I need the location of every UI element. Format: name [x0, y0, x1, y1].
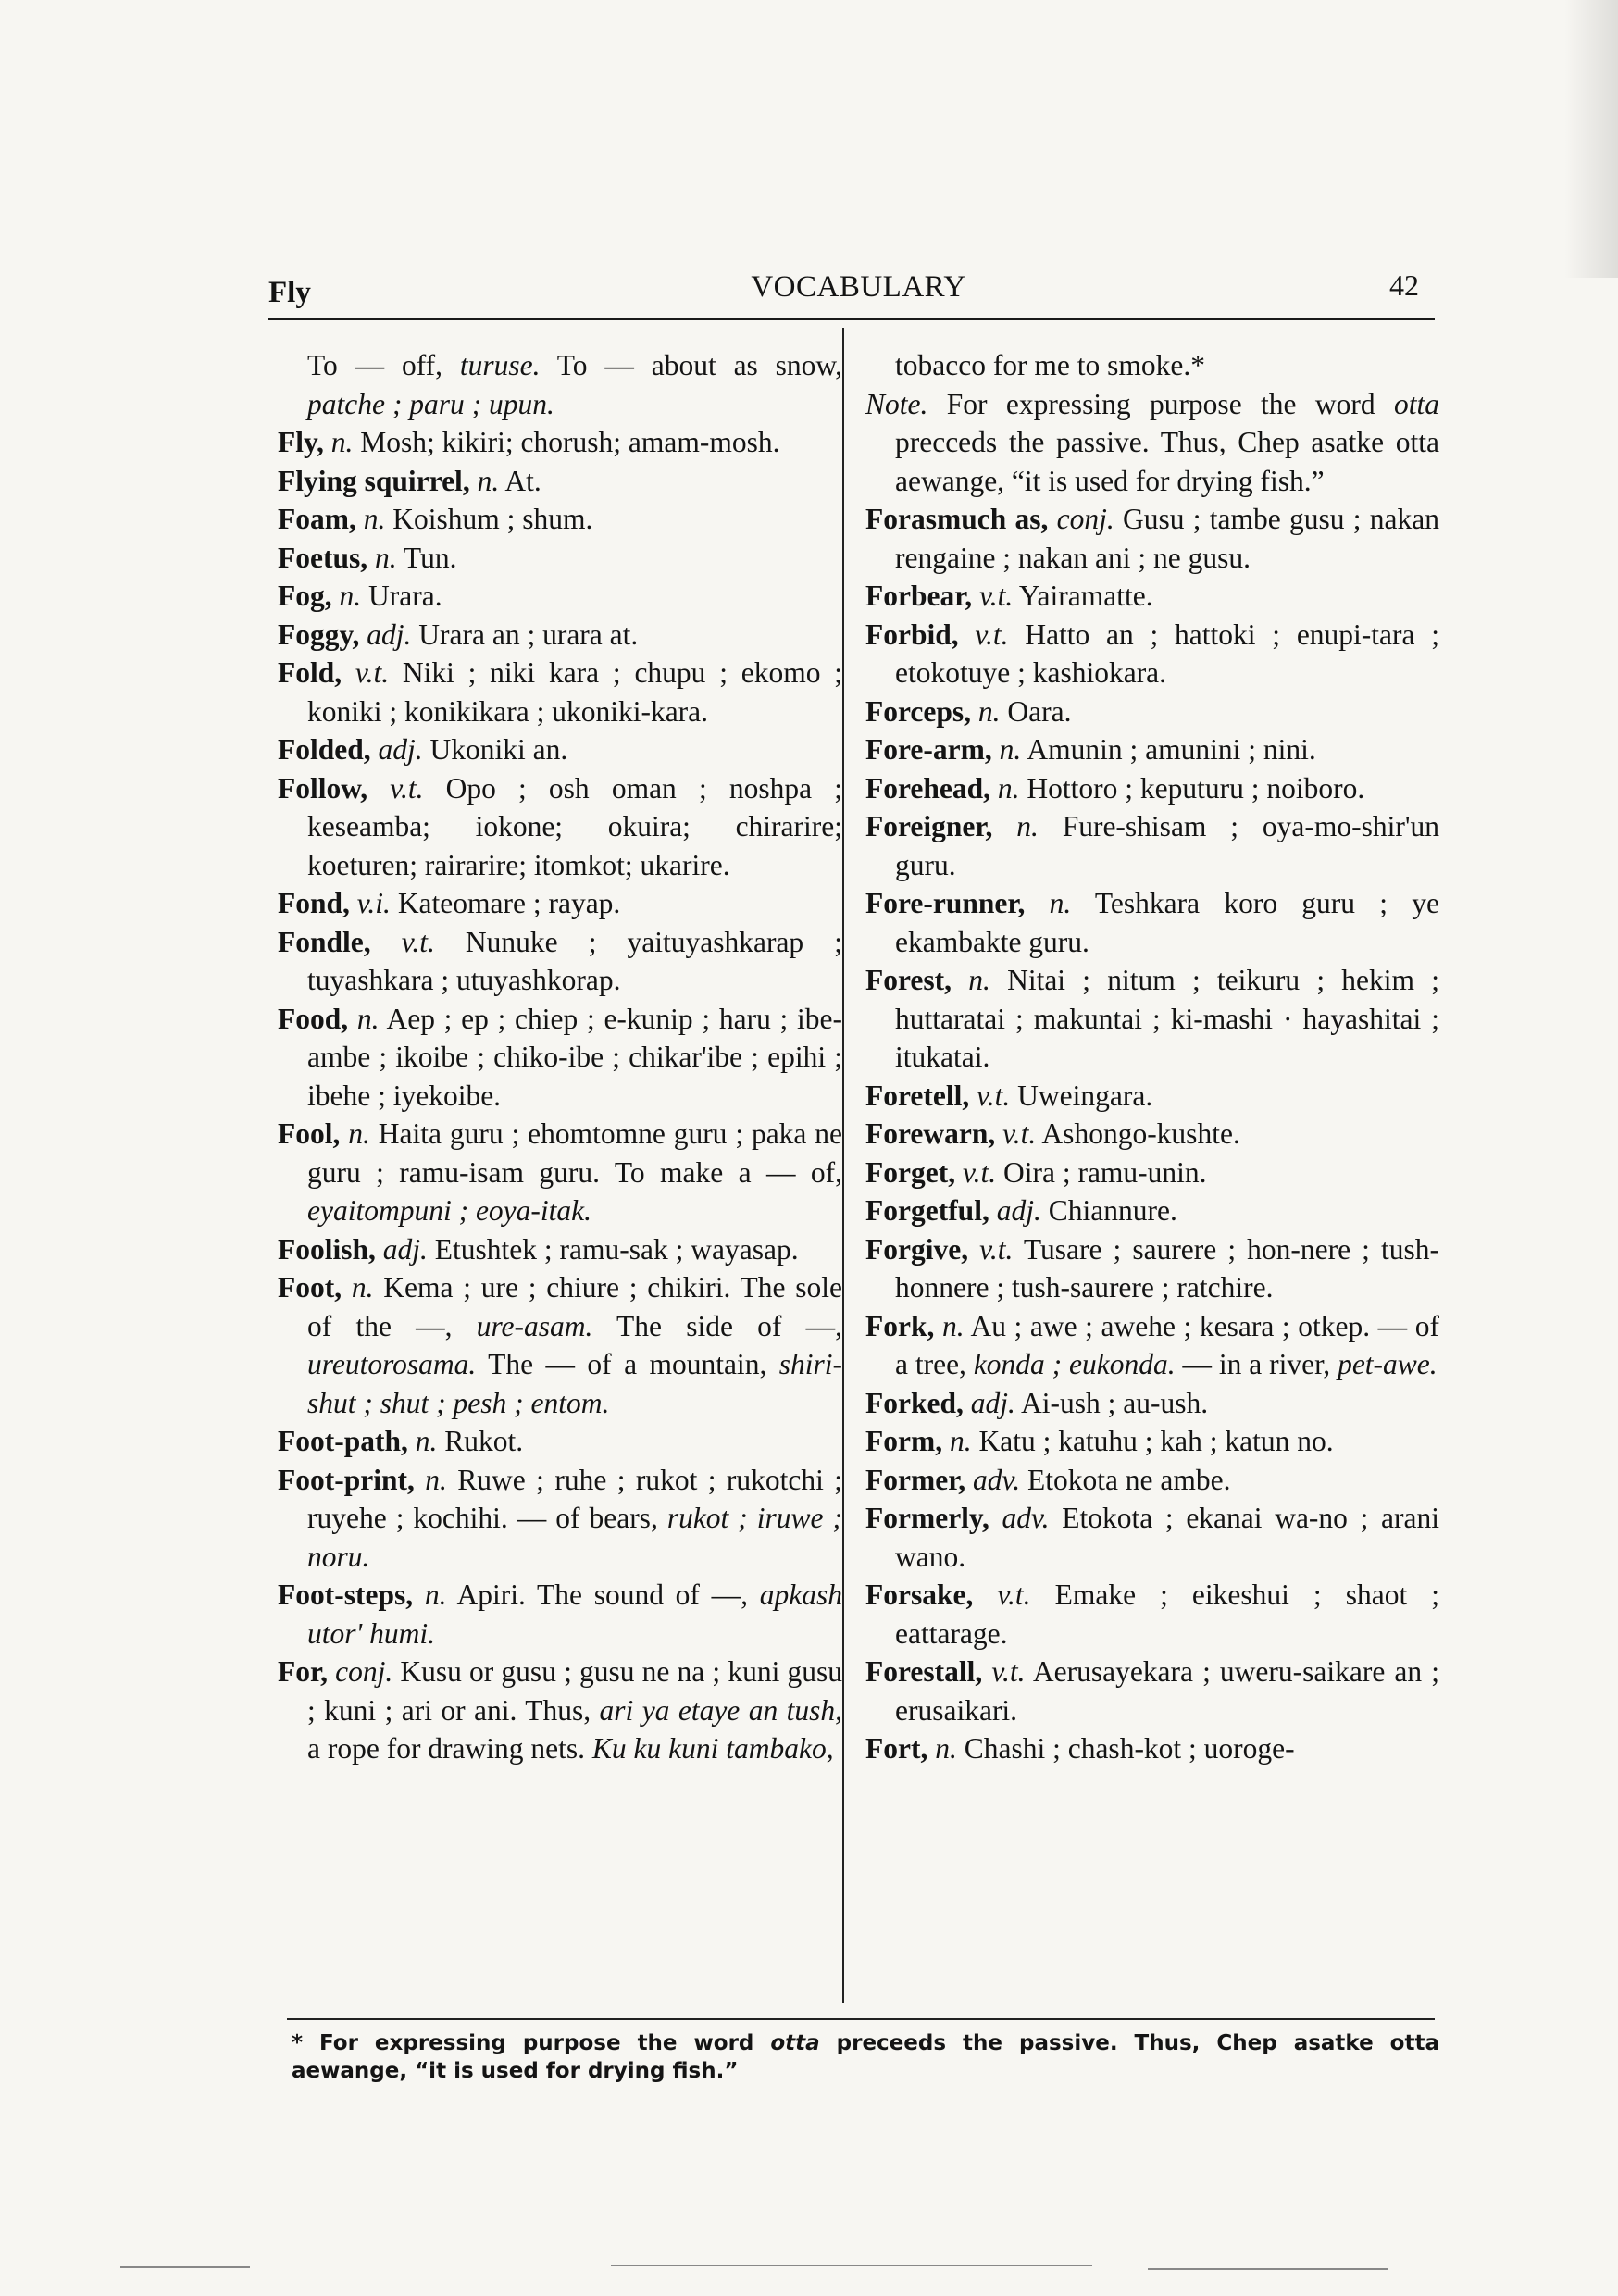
definition-text — [973, 1578, 997, 1611]
dictionary-entry — [278, 769, 842, 885]
scan-edge-line — [611, 2265, 1092, 2266]
dictionary-entry — [865, 1729, 1439, 1768]
definition-text: Opo ; osh oman ; noshpa ; keseamba; iokone; okuira; chirarire; koeturen; rairarire; itomkot; ukarire. — [307, 771, 842, 881]
definition-text — [1025, 887, 1049, 919]
headword: Foreigner, — [865, 810, 993, 842]
definition-text: At. — [499, 464, 541, 497]
headword: Forked, — [865, 1386, 964, 1419]
definition-text: precceds the passive. Thus, Chep asatke otta aewange, “it is used for drying fish.” — [895, 426, 1439, 497]
footnote-text: * For expressing purpose the word — [292, 2031, 771, 2055]
definition-text — [340, 1117, 348, 1150]
definition-text: Ruwe ; ruhe ; rukot ; rukotchi ; ruyehe ; kochihi. — of bears, — [307, 1463, 843, 1534]
headword: For, — [278, 1655, 328, 1688]
italic-gloss: turuse. — [459, 349, 541, 381]
definition-text — [989, 1194, 997, 1227]
part-of-speech: v.t. — [1002, 1117, 1037, 1150]
headword: Form, — [865, 1425, 943, 1457]
definition-text: Koishum ; shum. — [385, 503, 593, 535]
definition-text: Urara an ; urara at. — [411, 618, 639, 651]
definition-text: a rope for drawing nets. — [307, 1732, 592, 1765]
headword: Follow, — [278, 771, 368, 805]
dictionary-entry — [865, 1422, 1439, 1461]
definition-text — [413, 1578, 425, 1611]
definition-text — [959, 618, 976, 651]
part-of-speech: v.t. — [962, 1155, 997, 1189]
headword: Forsake, — [865, 1578, 974, 1611]
definition-text — [942, 1425, 950, 1457]
definition-text: Chiannure. — [1040, 1194, 1177, 1227]
italic-gloss: pet-awe. — [1338, 1348, 1438, 1380]
definition-text: Au ; awe ; awehe ; kesara ; otkep. — of a tree, — [895, 1309, 1439, 1380]
definition-text — [415, 1464, 425, 1496]
headword: Forest, — [865, 964, 952, 996]
page-edge-shadow — [1564, 0, 1618, 278]
definition-text: Tusare ; saurere ; hon-nere ; tush-honnere ; tush-saurere ; ratchire. — [895, 1232, 1440, 1304]
definition-text — [371, 926, 402, 958]
part-of-speech: n. — [339, 580, 362, 612]
headword: Formerly, — [865, 1502, 989, 1534]
italic-gloss: Note. — [865, 387, 928, 420]
definition-text: Oira ; ramu-unin. — [996, 1155, 1207, 1189]
headword: Forehead, — [865, 771, 991, 805]
dictionary-entry — [865, 385, 1439, 501]
part-of-speech: v.i. — [356, 887, 391, 919]
part-of-speech: n. — [477, 464, 500, 497]
headword: Forestall, — [865, 1655, 983, 1688]
part-of-speech: n. — [999, 733, 1022, 766]
part-of-speech: n. — [330, 426, 354, 458]
headword: Fondle, — [278, 925, 371, 958]
definition-text: Hottoro ; keputuru ; noiboro. — [1019, 771, 1365, 805]
definition-text: Amunin ; amunini ; nini. — [1021, 733, 1316, 766]
definition-text: Haita guru ; ehomtomne guru ; paka ne guru ; ramu-isam guru. To make a — of, — [307, 1117, 843, 1189]
headword: Foolish, — [278, 1232, 376, 1266]
part-of-speech: n. — [977, 694, 1001, 728]
dictionary-entry — [278, 500, 842, 539]
part-of-speech: conj. — [1056, 503, 1114, 535]
part-of-speech: v.t. — [401, 925, 435, 958]
headword: Foot-path, — [278, 1425, 408, 1457]
left-column — [278, 346, 842, 1768]
definition-text — [992, 810, 1016, 842]
definition-text: — in a river, — [1175, 1348, 1338, 1380]
definition-text — [371, 733, 379, 766]
part-of-speech: n. — [1016, 810, 1039, 842]
dictionary-entry — [865, 693, 1439, 731]
definition-text: For expressing purpose the word — [927, 387, 1394, 420]
dictionary-entry — [278, 884, 842, 923]
headword: Food, — [278, 1002, 349, 1035]
definition-text — [328, 1655, 335, 1688]
definition-text — [324, 426, 331, 458]
definition-text — [971, 695, 978, 728]
definition-text: Nunuke ; yaituyashkarap ; tuyashkara ; utuyashkorap. — [307, 925, 842, 996]
definition-text: Etushtek ; ramu-sak ; wayasap. — [427, 1232, 799, 1266]
definition-text: tobacco for me to smoke.* — [895, 349, 1206, 381]
part-of-speech: adj. — [367, 618, 412, 651]
headword: Foretell, — [865, 1079, 970, 1112]
footnote-text: preceeds the passive. Thus, Chep asatke otta aewange, “it is used for drying fish.” — [292, 2031, 1439, 2083]
dictionary-entry — [865, 807, 1439, 884]
definition-text: Uweingara. — [1010, 1079, 1153, 1112]
definition-text — [995, 1117, 1002, 1150]
definition-text: Ai-ush ; au-ush. — [1014, 1386, 1209, 1419]
definition-text: Kateomare ; rayap. — [390, 887, 621, 919]
dictionary-entry — [278, 1268, 842, 1422]
scan-edge-line — [1148, 2268, 1388, 2270]
headword: Fore-arm, — [865, 733, 992, 766]
definition-text: The — of a mountain, — [476, 1348, 779, 1380]
definition-text — [964, 1387, 971, 1419]
definition-text — [350, 887, 357, 919]
right-column — [865, 346, 1439, 1768]
headword: Folded, — [278, 733, 371, 766]
dictionary-entry — [865, 961, 1439, 1077]
column-divider — [842, 328, 844, 2003]
definition-text: Oara. — [1000, 694, 1072, 728]
dictionary-entry — [865, 1115, 1439, 1154]
dictionary-entry — [278, 1576, 842, 1653]
part-of-speech: n. — [949, 1425, 972, 1457]
italic-gloss: otta — [770, 2031, 820, 2055]
definition-text: Urara. — [361, 580, 442, 612]
dictionary-entry — [865, 884, 1439, 961]
dictionary-entry — [865, 1154, 1439, 1192]
italic-gloss: ari ya etaye an tush, — [599, 1693, 842, 1727]
italic-gloss: ure-asam. — [476, 1309, 593, 1342]
definition-text: Fure-shisam ; oya-mo-shir'un guru. — [895, 810, 1440, 881]
definition-text — [969, 1079, 977, 1112]
definition-text: Ukoniki an. — [422, 733, 568, 766]
italic-gloss: eyaitompuni ; eoya-itak. — [307, 1194, 592, 1227]
headword: Foot-steps, — [278, 1578, 414, 1611]
dictionary-entry — [865, 730, 1439, 769]
headword: Fool, — [278, 1117, 341, 1150]
headword: Fort, — [865, 1732, 928, 1765]
definition-text — [972, 580, 979, 612]
headword: Forgetful, — [865, 1194, 989, 1227]
dictionary-entry — [278, 423, 842, 462]
part-of-speech: n. — [424, 1578, 447, 1611]
definition-text — [1048, 503, 1056, 535]
definition-text — [952, 964, 968, 996]
headword: Fork, — [865, 1309, 935, 1342]
definition-text: Aerusayekara ; uweru-saikare an ; erusaikari. — [895, 1655, 1439, 1727]
definition-text: Gusu ; tambe gusu ; nakan rengaine ; nakan ani ; ne gusu. — [895, 503, 1440, 574]
definition-text — [989, 1502, 1002, 1534]
definition-text: To — off, — [307, 349, 460, 381]
headword: Foam, — [278, 503, 356, 535]
italic-gloss: shiri-shut ; shut ; pesh ; entom. — [307, 1348, 842, 1419]
dictionary-entry — [278, 462, 842, 501]
dictionary-entry — [865, 577, 1439, 616]
dictionary-entry — [865, 769, 1439, 808]
headword: Fore-runner, — [865, 887, 1026, 919]
definition-text: Tun. — [396, 541, 457, 574]
definition-text: The side of —, — [592, 1309, 842, 1342]
definition-text: Ashongo-kushte. — [1036, 1117, 1240, 1150]
definition-text — [332, 580, 340, 612]
headword: Fog, — [278, 580, 332, 612]
definition-text — [992, 733, 1000, 766]
scan-edge-line — [120, 2266, 250, 2268]
part-of-speech: adj. — [996, 1194, 1041, 1227]
definition-text: Chashi ; chash-kot ; uoroge- — [956, 1732, 1295, 1765]
definition-text: Nitai ; nitum ; teikuru ; hekim ; huttaratai ; makuntai ; ki-mashi · hayashitai ; itukatai. — [895, 964, 1439, 1073]
part-of-speech: v.t. — [355, 656, 390, 689]
headword: Fly, — [278, 426, 324, 458]
definition-text: Teshkara koro guru ; ye ekambakte guru. — [895, 887, 1439, 958]
page-title: VOCABULARY — [751, 270, 966, 304]
dictionary-entry — [278, 616, 842, 655]
part-of-speech: v.t. — [975, 618, 1009, 651]
headword: Forgive, — [865, 1232, 969, 1266]
definition-text: Emake ; eikeshui ; shaot ; eattarage. — [895, 1578, 1439, 1650]
definition-text — [982, 1655, 991, 1688]
dictionary-entry — [278, 539, 842, 578]
definition-text — [348, 1003, 357, 1035]
definition-text — [342, 1271, 352, 1304]
part-of-speech: adj. — [970, 1386, 1015, 1419]
footnote-rule — [287, 2018, 1435, 2020]
part-of-speech: n. — [968, 964, 990, 996]
header-rule — [268, 318, 1435, 320]
definition-text — [965, 1464, 973, 1496]
dictionary-entry — [278, 654, 842, 730]
dictionary-entry — [865, 500, 1439, 577]
definition-text — [367, 772, 390, 805]
definition-text: Katu ; katuhu ; kah ; katun no. — [971, 1425, 1334, 1457]
headword: Foetus, — [278, 541, 368, 574]
headword: Former, — [865, 1463, 966, 1496]
definition-text — [342, 656, 355, 689]
dictionary-entry — [278, 1115, 842, 1230]
dictionary-entry — [865, 1384, 1439, 1423]
headword: Flying squirrel, — [278, 464, 470, 497]
dictionary-entry — [278, 577, 842, 616]
dictionary-entry — [865, 1653, 1439, 1729]
definition-text: To — about as snow, — [540, 349, 842, 381]
footnote — [292, 2029, 1439, 2085]
italic-gloss: apkash utor' humi. — [307, 1578, 843, 1650]
headword: Foot, — [278, 1271, 342, 1304]
part-of-speech: n. — [351, 1271, 374, 1304]
part-of-speech: n. — [415, 1425, 438, 1457]
guide-word: Fly — [268, 276, 311, 309]
dictionary-entry — [865, 1192, 1439, 1230]
definition-text — [968, 1233, 979, 1266]
dictionary-entry — [278, 1230, 842, 1269]
definition-text: Yairamatte. — [1013, 580, 1153, 612]
part-of-speech: n. — [1049, 887, 1072, 919]
headword: Forbid, — [865, 618, 959, 651]
definition-text: Rukot. — [437, 1425, 524, 1457]
headword: Forbear, — [865, 580, 973, 612]
definition-text: Apiri. The sound of —, — [446, 1578, 760, 1611]
part-of-speech: n. — [356, 1002, 380, 1035]
definition-text: Aep ; ep ; chiep ; e-kunip ; haru ; ibe-ambe ; ikoibe ; chiko-ibe ; chikar'ibe ; epihi ; ibehe ; iyekoibe. — [307, 1002, 842, 1112]
part-of-speech: n. — [348, 1117, 370, 1150]
definition-text: Kusu or gusu ; gusu ne na ; kuni gusu ; kuni ; ari or ani. Thus, — [307, 1655, 842, 1727]
definition-text: Etokota ; ekanai wa-no ; arani wano. — [895, 1502, 1439, 1573]
part-of-speech: adj. — [378, 733, 423, 766]
part-of-speech: n. — [425, 1463, 447, 1496]
entry-continuation — [865, 346, 1439, 385]
part-of-speech: v.t. — [977, 1079, 1011, 1112]
dictionary-entry — [865, 1230, 1439, 1307]
definition-text: Kema ; ure ; chiure ; chikiri. The sole of the —, — [307, 1271, 843, 1342]
dictionary-entry — [278, 1653, 842, 1768]
headword: Fold, — [278, 656, 342, 689]
italic-gloss: ureutorosama. — [307, 1348, 477, 1380]
italic-gloss: Ku ku kuni tambako, — [591, 1732, 834, 1765]
definition-text — [356, 503, 364, 535]
italic-gloss: otta — [1393, 387, 1439, 420]
headword: Forceps, — [865, 694, 972, 728]
dictionary-entry — [278, 1422, 842, 1461]
italic-gloss: patche ; paru ; upun. — [307, 387, 554, 420]
part-of-speech: n. — [941, 1309, 965, 1342]
definition-text — [955, 1156, 963, 1189]
part-of-speech: conj. — [335, 1655, 393, 1688]
running-header — [268, 259, 1449, 315]
dictionary-entry — [865, 1307, 1439, 1384]
part-of-speech: adv. — [973, 1463, 1021, 1496]
part-of-speech: n. — [997, 771, 1020, 805]
definition-text: Etokota ne ambe. — [1020, 1463, 1231, 1496]
definition-text: Niki ; niki kara ; chupu ; ekomo ; koniki ; konikikara ; ukoniki-kara. — [307, 656, 842, 728]
definition-text — [934, 1310, 942, 1342]
part-of-speech: adv. — [1002, 1502, 1050, 1534]
definition-text — [990, 772, 998, 805]
definition-text: Mosh; kikiri; chorush; amam-mosh. — [353, 426, 780, 458]
part-of-speech: v.t. — [991, 1655, 1026, 1688]
dictionary-entry — [865, 1461, 1439, 1500]
part-of-speech: v.t. — [997, 1578, 1031, 1611]
part-of-speech: v.t. — [979, 580, 1014, 612]
dictionary-entry — [865, 1499, 1439, 1576]
part-of-speech: v.t. — [390, 771, 424, 805]
headword: Foot-print, — [278, 1463, 415, 1496]
headword: Foggy, — [278, 618, 360, 651]
italic-gloss: rukot ; iruwe ; noru. — [307, 1502, 842, 1573]
entry-continuation — [278, 346, 842, 423]
dictionary-entry — [865, 616, 1439, 693]
definition-text — [408, 1425, 416, 1457]
definition-text — [367, 542, 375, 574]
dictionary-entry — [278, 1000, 842, 1116]
dictionary-entry — [278, 923, 842, 1000]
italic-gloss: konda ; eukonda. — [973, 1348, 1176, 1380]
part-of-speech: adj. — [382, 1232, 428, 1266]
dictionary-entry — [278, 1461, 842, 1577]
headword: Forewarn, — [865, 1117, 996, 1150]
headword: Forasmuch as, — [865, 503, 1049, 535]
headword: Forget, — [865, 1155, 956, 1189]
dictionary-entry — [865, 1077, 1439, 1116]
headword: Fond, — [278, 887, 350, 919]
part-of-speech: n. — [363, 503, 386, 535]
page-number: 42 — [1389, 268, 1419, 302]
definition-text: Hatto an ; hattoki ; enupi-tara ; etokotuye ; kashiokara. — [895, 618, 1439, 689]
dictionary-entry — [865, 1576, 1439, 1653]
dictionary-entry — [278, 730, 842, 769]
part-of-speech: n. — [935, 1732, 957, 1765]
part-of-speech: v.t. — [979, 1232, 1014, 1266]
definition-text — [470, 465, 478, 497]
definition-text — [376, 1233, 383, 1266]
part-of-speech: n. — [375, 541, 397, 574]
